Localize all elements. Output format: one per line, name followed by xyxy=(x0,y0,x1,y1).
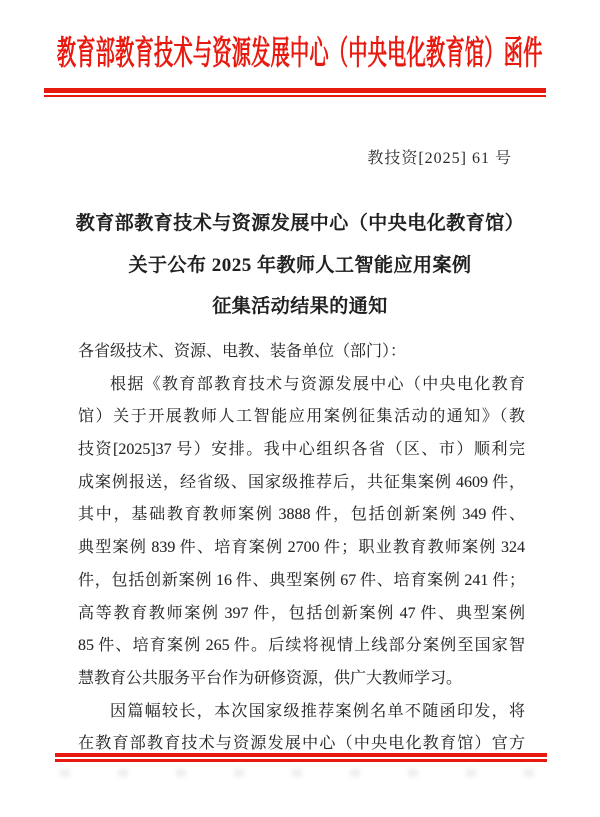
letterhead-divider-rule xyxy=(44,88,546,97)
document-body xyxy=(78,336,525,761)
body-line: 典型案例 839 件、培育案例 2700 件；职业教育教师案例 324 xyxy=(78,539,525,557)
body-line: 高等教育教师案例 397 件，包括创新案例 47 件、典型案例 xyxy=(78,604,525,622)
page-cut-rule-thin xyxy=(55,759,547,762)
document-reference-number: 教技资[2025] 61 号 xyxy=(367,150,512,167)
body-line: 成案例报送，经省级、国家级推荐后，共征集案例 4609 件， xyxy=(78,473,525,491)
page-cut-rule-thick xyxy=(55,753,547,757)
body-line: 在教育部教育技术与资源发展中心（中央电化教育馆）官方 xyxy=(78,735,525,753)
document-title-line-2: 关于公布 2025 年教师人工智能应用案例 xyxy=(128,254,472,276)
salutation-line: 各省级技术、资源、电教、装备单位（部门）： xyxy=(78,343,407,360)
body-line: 馆）关于开展教师人工智能应用案例征集活动的通知》（教 xyxy=(78,408,525,426)
letterhead-masthead xyxy=(0,26,600,74)
scan-ghost-artifact xyxy=(60,769,540,777)
letterhead-title: 教育部教育技术与资源发展中心（中央电化教育馆）函件 xyxy=(57,35,543,72)
body-line: 85 件、培育案例 265 件。后续将视情上线部分案例至国家智 xyxy=(78,637,525,655)
body-line: 根据《教育部教育技术与资源发展中心（中央电化教育 xyxy=(110,375,525,393)
body-line: 慧教育公共服务平台作为研修资源，供广大教师学习。 xyxy=(78,669,463,687)
document-title xyxy=(40,203,560,328)
letterhead-rule-thin xyxy=(44,95,546,97)
page-cut-divider-rule xyxy=(55,753,547,762)
document-title-line-3: 征集活动结果的通知 xyxy=(212,296,388,317)
body-line: 技资[2025]37 号）安排。我中心组织各省（区、市）顺利完 xyxy=(78,441,525,459)
document-title-line-1: 教育部教育技术与资源发展中心（中央电化教育馆） xyxy=(75,213,525,234)
letterhead-rule-thick xyxy=(44,88,546,93)
body-line: 其中，基础教育教师案例 3888 件，包括创新案例 349 件、 xyxy=(78,506,525,524)
body-line: 件，包括创新案例 16 件、典型案例 67 件、培育案例 241 件； xyxy=(78,571,525,589)
body-line: 因篇幅较长，本次国家级推荐案例名单不随函印发，将 xyxy=(110,702,525,720)
